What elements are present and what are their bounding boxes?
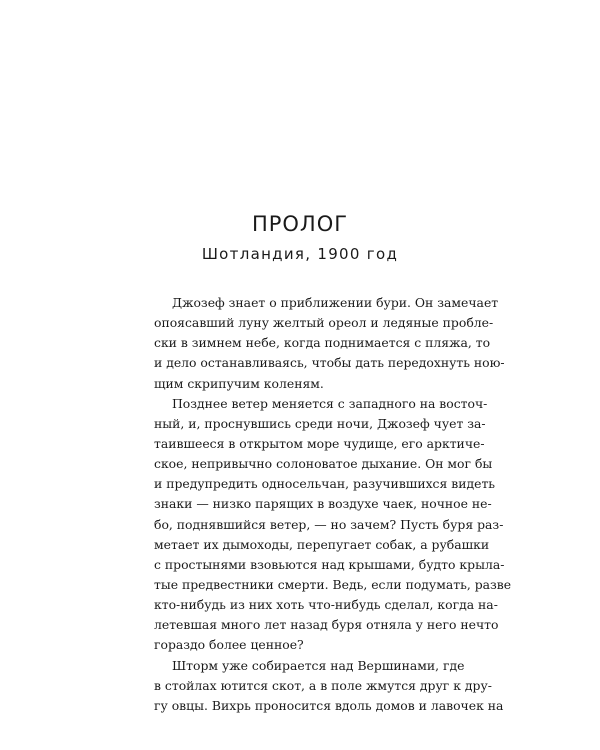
text-line: таившееся в открытом море чудище, его арктиче- (154, 435, 485, 451)
text-line: щим скрипучим коленям. (154, 375, 324, 391)
text-line: гу овцы. Вихрь проносится вдоль домов и лавочек на (154, 697, 504, 713)
text-line: и предупредить односельчан, разучившихся видеть (154, 476, 496, 492)
text-line: бо, поднявшийся ветер, — но зачем? Пусть буря раз- (154, 516, 504, 532)
text-line: с простынями взовьются над крышами, будто крыла- (154, 556, 505, 572)
text-line: Позднее ветер меняется с западного на восточ- (172, 395, 488, 411)
body-text (154, 293, 512, 716)
chapter-title: ПРОЛОГ (251, 212, 349, 236)
text-line: и дело останавливаясь, чтобы дать передохнуть ною- (154, 355, 505, 371)
text-line: кто-нибудь из них хоть что-нибудь сделал, когда на- (154, 597, 498, 613)
text-line: летевшая много лет назад буря отняла у него нечто (154, 617, 499, 633)
text-line: ское, непривычно солоноватое дыхание. Он мог бы (154, 456, 493, 472)
chapter-subtitle: Шотландия, 1900 год (201, 245, 399, 263)
text-line: опоясавший луну желтый ореол и ледяные пробле- (154, 315, 494, 331)
text-line: метает их дымоходы, перепугает собак, а рубашки (154, 536, 490, 552)
text-line: ски в зимнем небе, когда поднимается с пляжа, то (154, 335, 491, 351)
text-line: ный, и, проснувшись среди ночи, Джозеф чует за- (154, 415, 486, 431)
text-line: гораздо более ценное? (154, 637, 304, 653)
text-line: в стойлах ютится скот, а в поле жмутся друг к дру- (154, 677, 492, 693)
text-line: знаки — низко парящих в воздухе чаек, ночное не- (154, 496, 492, 512)
text-line: Джозеф знает о приближении бури. Он замечает (172, 295, 499, 310)
text-line: Шторм уже собирается над Вершинами, где (172, 657, 465, 673)
text-line: тые предвестники смерти. Ведь, если подумать, разве (154, 576, 512, 592)
